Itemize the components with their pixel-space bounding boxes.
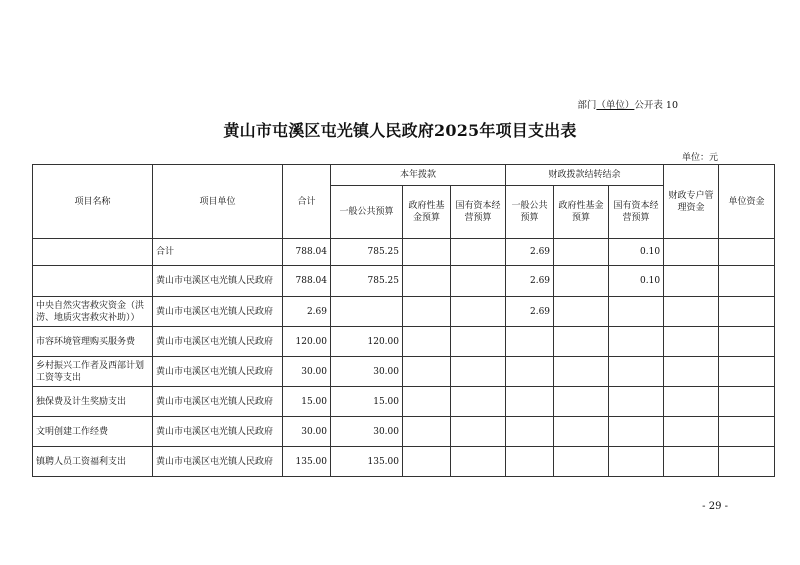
project-gov-fund <box>403 297 451 327</box>
dept-row-cy-general-public: 2.69 <box>506 266 554 297</box>
total-row-cy-state-capital: 0.10 <box>609 239 664 266</box>
page-title: 黄山市屯溪区屯光镇人民政府2025年项目支出表 <box>223 121 577 140</box>
unit-label: 单位：元 <box>681 153 718 163</box>
dept-row-unit-fund <box>719 266 775 297</box>
project-total: 120.00 <box>283 327 331 357</box>
doc-code-suffix: 公开表 10 <box>634 100 678 111</box>
dept-row-cy-gov-fund <box>554 266 609 297</box>
project-gov-fund <box>403 417 451 447</box>
dept-row-general-public: 785.25 <box>331 266 403 297</box>
project-name: 独保费及计生奖励支出 <box>33 387 153 417</box>
project-general-public: 30.00 <box>331 357 403 387</box>
project-total: 15.00 <box>283 387 331 417</box>
page-number: - 29 - <box>702 501 728 512</box>
total-row-cy-general-public: 2.69 <box>506 239 554 266</box>
project-unit: 黄山市屯溪区屯光镇人民政府 <box>153 417 283 447</box>
total-row-total: 788.04 <box>283 239 331 266</box>
table-row <box>33 357 775 387</box>
header-carryover: 财政拨款结转结余 <box>506 165 664 186</box>
project-unit-fund <box>719 297 775 327</box>
project-general-public: 15.00 <box>331 387 403 417</box>
project-cy-state-capital <box>609 297 664 327</box>
project-general-public: 120.00 <box>331 327 403 357</box>
project-cy-general-public <box>506 387 554 417</box>
project-unit-fund <box>719 447 775 477</box>
project-unit: 黄山市屯溪区屯光镇人民政府 <box>153 357 283 387</box>
project-gov-fund <box>403 447 451 477</box>
project-cy-state-capital <box>609 327 664 357</box>
project-unit-fund <box>719 417 775 447</box>
project-unit: 黄山市屯溪区屯光镇人民政府 <box>153 447 283 477</box>
project-special-fund <box>664 327 719 357</box>
header-special-fund: 财政专户管理资金 <box>664 165 719 239</box>
project-cy-gov-fund <box>554 447 609 477</box>
project-cy-state-capital <box>609 357 664 387</box>
header-cy-state-capital: 国有资本经营预算 <box>609 186 664 239</box>
project-special-fund <box>664 357 719 387</box>
total-row-name <box>33 239 153 266</box>
dept-row-special-fund <box>664 266 719 297</box>
header-general-public: 一般公共预算 <box>331 186 403 239</box>
project-cy-state-capital <box>609 387 664 417</box>
project-total: 2.69 <box>283 297 331 327</box>
total-row-state-capital <box>451 239 506 266</box>
project-state-capital <box>451 297 506 327</box>
header-total: 合计 <box>283 165 331 239</box>
project-gov-fund <box>403 357 451 387</box>
dept-row-cy-state-capital: 0.10 <box>609 266 664 297</box>
project-special-fund <box>664 297 719 327</box>
project-cy-gov-fund <box>554 357 609 387</box>
document-code <box>577 97 678 111</box>
project-general-public: 135.00 <box>331 447 403 477</box>
header-gov-fund: 政府性基金预算 <box>403 186 451 239</box>
project-total: 135.00 <box>283 447 331 477</box>
dept-row-name <box>33 266 153 297</box>
project-cy-state-capital <box>609 447 664 477</box>
project-name: 中央自然灾害救灾资金（洪涝、地质灾害救灾补助）） <box>33 297 153 327</box>
project-state-capital <box>451 357 506 387</box>
header-cy-general-public: 一般公共预算 <box>506 186 554 239</box>
table-row <box>33 327 775 357</box>
header-unit-fund: 单位资金 <box>719 165 775 239</box>
project-cy-general-public: 2.69 <box>506 297 554 327</box>
project-general-public: 30.00 <box>331 417 403 447</box>
project-cy-general-public <box>506 417 554 447</box>
total-row <box>33 239 775 266</box>
project-unit: 黄山市屯溪区屯光镇人民政府 <box>153 387 283 417</box>
project-unit-fund <box>719 357 775 387</box>
doc-code-unit: （单位） <box>596 100 635 111</box>
project-name: 文明创建工作经费 <box>33 417 153 447</box>
project-state-capital <box>451 417 506 447</box>
project-special-fund <box>664 417 719 447</box>
project-expenditure-table <box>32 164 775 477</box>
project-cy-gov-fund <box>554 417 609 447</box>
header-state-capital: 国有资本经营预算 <box>451 186 506 239</box>
dept-row-gov-fund <box>403 266 451 297</box>
total-row-label: 合计 <box>153 239 283 266</box>
table-row <box>33 447 775 477</box>
project-total: 30.00 <box>283 417 331 447</box>
project-gov-fund <box>403 387 451 417</box>
project-unit: 黄山市屯溪区屯光镇人民政府 <box>153 297 283 327</box>
header-item-unit: 项目单位 <box>153 165 283 239</box>
dept-row-state-capital <box>451 266 506 297</box>
project-cy-general-public <box>506 327 554 357</box>
dept-row <box>33 266 775 297</box>
project-cy-gov-fund <box>554 327 609 357</box>
total-row-gov-fund <box>403 239 451 266</box>
project-name: 镇聘人员工资福利支出 <box>33 447 153 477</box>
project-unit: 黄山市屯溪区屯光镇人民政府 <box>153 327 283 357</box>
project-special-fund <box>664 387 719 417</box>
total-row-unit-fund <box>719 239 775 266</box>
project-state-capital <box>451 387 506 417</box>
header-row-1 <box>33 165 775 186</box>
project-unit-fund <box>719 387 775 417</box>
project-name: 乡村振兴工作者及西部计划工资等支出 <box>33 357 153 387</box>
project-gov-fund <box>403 327 451 357</box>
project-general-public <box>331 297 403 327</box>
project-unit-fund <box>719 327 775 357</box>
project-cy-state-capital <box>609 417 664 447</box>
total-row-cy-gov-fund <box>554 239 609 266</box>
project-state-capital <box>451 447 506 477</box>
doc-code-prefix: 部门 <box>577 100 597 111</box>
header-current-year: 本年拨款 <box>331 165 506 186</box>
dept-row-total: 788.04 <box>283 266 331 297</box>
project-cy-general-public <box>506 357 554 387</box>
project-state-capital <box>451 327 506 357</box>
project-name: 市容环境管理购买服务费 <box>33 327 153 357</box>
project-cy-gov-fund <box>554 387 609 417</box>
total-row-special-fund <box>664 239 719 266</box>
header-item-name: 项目名称 <box>33 165 153 239</box>
project-total: 30.00 <box>283 357 331 387</box>
header-cy-gov-fund: 政府性基金预算 <box>554 186 609 239</box>
project-special-fund <box>664 447 719 477</box>
table-row <box>33 297 775 327</box>
table-row <box>33 387 775 417</box>
total-row-general-public: 785.25 <box>331 239 403 266</box>
project-cy-gov-fund <box>554 297 609 327</box>
project-cy-general-public <box>506 447 554 477</box>
dept-row-unit: 黄山市屯溪区屯光镇人民政府 <box>153 266 283 297</box>
table-row <box>33 417 775 447</box>
